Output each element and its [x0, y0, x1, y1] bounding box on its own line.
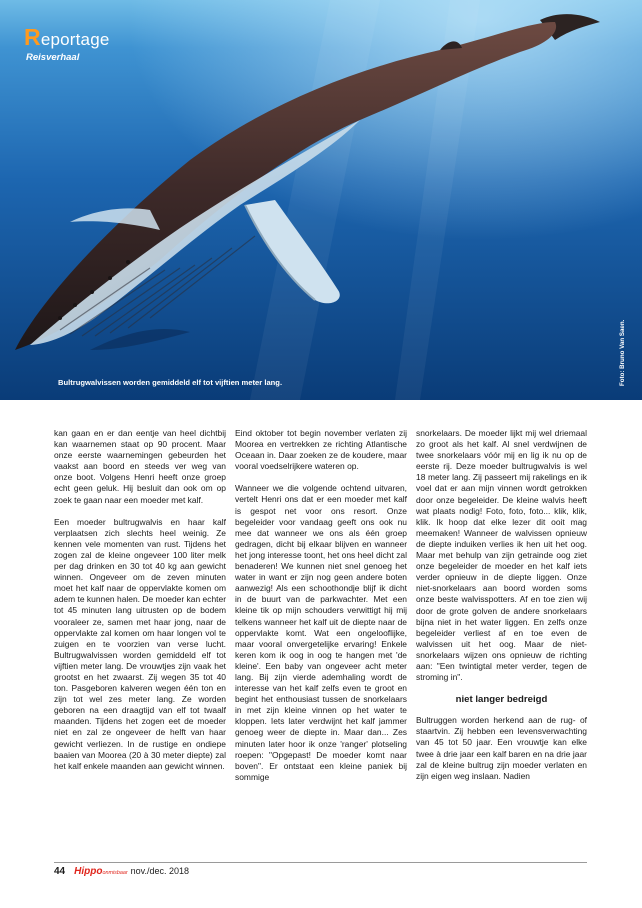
magazine-tagline: onmisbaar	[102, 870, 128, 876]
section-title-rest: eportage	[40, 30, 110, 49]
photo-caption: Bultrugwalvissen worden gemiddeld elf tot vijftien meter lang.	[58, 378, 283, 387]
paragraph: Een moeder bultrugwalvis en haar kalf verplaatsen zich slechts heel weinig. Ze kennen vele momenten van rust. Tijdens het zogen zal de kleine ongeveer 100 liter melk per dag drinken en 30 tot 40 kg aan gewicht winnen. Ongeveer om de zeven minuten moet het kalf naar de oppervlakte komen om adem te kunnen halen. De moeder kan echter tot 45 minuten lang uitrusten op de bodem vooraleer ze, samen met haar jong, naar de oppervlakte zal komen om haar longen vol te zuigen en te voorzien van verse lucht. Bultrugwalvissen worden gemiddeld elf tot vijftien meter lang. De vrouwtjes zijn vaak het grootst en het zwaarst. Zij wegen 35 tot 40 ton. Pasgeboren kalveren wegen één ton en zijn tot wel zes meter lang. Ze worden geboren na een draagtijd van elf tot twaalf maanden. Tijdens het zogen eet de moeder niet en zal ze ongeveer de helft van haar gewicht verliezen. In de rustige en ondiepe baaien van Moorea (20 à 30 meter diepte) zal het kalf enkele maanden aan gewicht winnen.	[54, 516, 226, 771]
page-number: 44	[54, 866, 66, 877]
article-body	[0, 428, 642, 852]
paragraph: kan gaan en er dan eentje van heel dichtbij kan waarnemen staat op 90 procent. Maar onze eerste waarnemingen gebeurden het vaakst aan boord en steeds ver weg van onze boot. Volgens Henri heeft onze groep echt geen geluk. Hij besluit dan ook om op zoek te gaan naar een moeder met kalf.	[54, 428, 226, 505]
paragraph: Wanneer we die volgende ochtend uitvaren, vertelt Henri ons dat er een moeder met kalf is gespot net voor ons resort. Onze begeleider voor vandaag geeft ons ook nu mee dat wanneer we ons als één groep gedragen, dicht bij elkaar blijven en wanneer het jong interesse toont, het ons heel dicht zal benaderen! We kunnen niet snel genoeg het water in want er zijn nog geen andere boten aanwezig! Als een schoothondje blijf ik dicht in de buurt van de parkwachter. Met een kleine tik op mijn schouders verwittigt hij mij telkens wanneer het kalf uit de diepte naar de oppervlakte komt. Wat een ongelooflijke, maar vooral onvergetelijke ervaring! Enkele keren kom ik oog in oog te hangen met 'de kleine'. Een baby van ongeveer acht meter lang. Bij zijn vierde ademhaling wordt de interesse van het kalf zelfs even te groot en begint het enthousiast tussen de snorkelaars in met zijn kleine vinnen op het water te kloppen. Iets later verdwijnt het kalf jammer genoeg weer de diepte in. Maar dan... Zes minuten later hoor ik onze 'ranger' plotseling roepen: "Opgepast! De moeder komt naar boven". Er ontstaat een kleine paniek bij sommige	[235, 483, 407, 782]
paragraph: snorkelaars. De moeder lijkt mij wel driemaal zo groot als het kalf. Al snel verdwijnen de twee snorkelaars vóór mij en lig ik nu op de eerste rij. Deze moeder bultrugwalvis is wel 18 meter lang. Zij passeert mij rakelings en ik voel dat er aan mijn vinnen wordt getrokken door onze begeleider. De kleine walvis heeft wat plaats nodig! Foto, foto, foto... klik, klik, klik. Ik hoop dat elke lezer dit ooit mag meemaken! Wanneer de walvissen opnieuw de diepte induiken verlies ik hen uit het oog. Maar met behulp van zijn getrainde oog ziet onze begeleider de moeder en het kalf iets verder opnieuw in de diepte liggen. Onze niet-snorkelaars aan boord worden soms onze beste walvisspotters. Af en toe zien wij door de grote golven de andere snorkelaars bijna niet in het water liggen. En zelfs onze begeleider verliest af en toe even de walvissen uit het oog. Maar de niet-snorkelaars wijzen ons opnieuw de richting aan: "Een twintigtal meter verder, tegen de stroming in".	[416, 428, 587, 683]
hero-photo	[0, 0, 642, 400]
footer-divider	[54, 862, 587, 863]
page-footer	[54, 866, 189, 880]
section-title	[24, 26, 110, 49]
paragraph: Eind oktober tot begin november verlaten zij Moorea en vertrekken ze richting Atlantische Oceaan in. Daar zoeken ze de koudere, maar vooral voedselrijkere wateren op.	[235, 428, 407, 472]
article-column-2	[235, 428, 407, 852]
photo-credit: Foto: Bruno Van Saen.	[619, 319, 626, 386]
article-column-1	[54, 428, 226, 852]
issue-date: nov./dec. 2018	[130, 866, 190, 876]
section-subtitle: Reisverhaal	[26, 52, 80, 63]
article-column-3	[416, 428, 587, 852]
subheading: niet langer bedreigd	[455, 694, 548, 706]
section-label	[24, 26, 110, 63]
paragraph: Bultruggen worden herkend aan de rug- of staartvin. Zij hebben een levensverwachting van 45 tot 50 jaar. Een vrouwtje kan elke twee à drie jaar een kalf baren en na drie jaar zal de kleine bultrug zijn moeder verlaten en zijn eigen weg inslaan. Nadien	[416, 715, 587, 781]
section-title-initial: R	[24, 24, 41, 50]
magazine-name: Hippo	[74, 866, 103, 877]
